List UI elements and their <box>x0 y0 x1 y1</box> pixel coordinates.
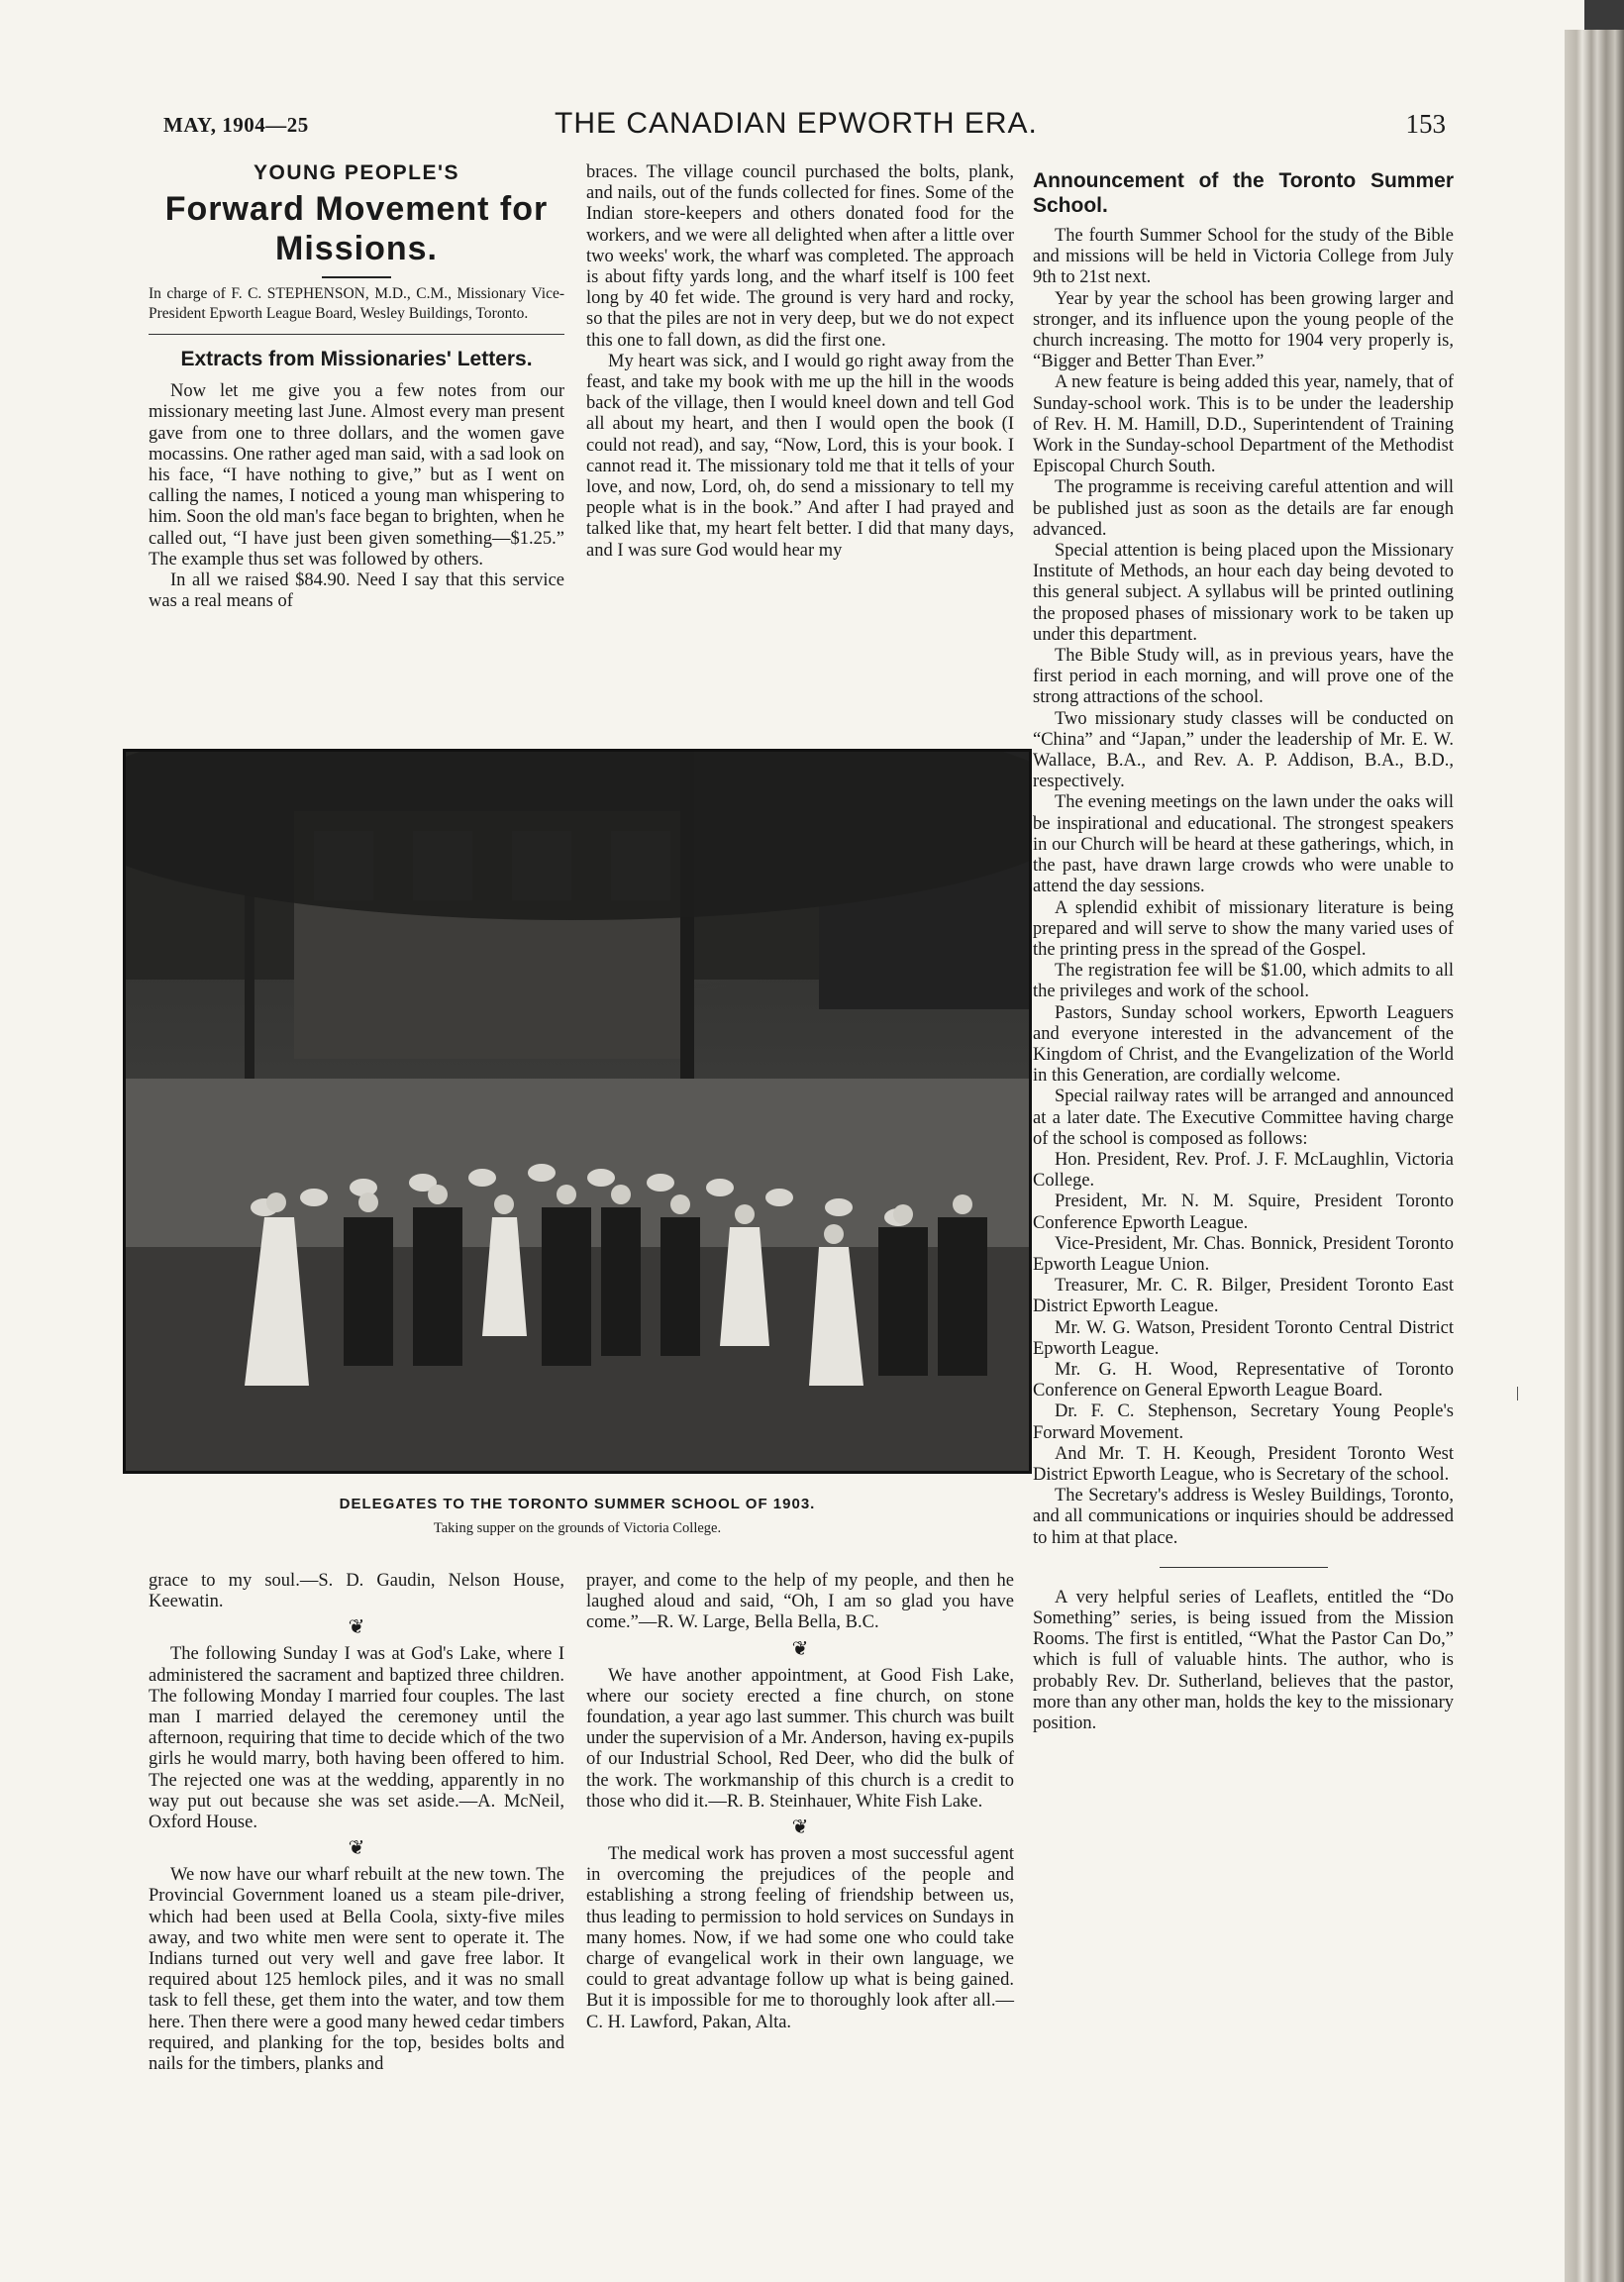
ornament-icon: ❦ <box>791 1816 809 1839</box>
paragraph: Hon. President, Rev. Prof. J. F. McLaughlin, Victoria College. <box>1033 1149 1454 1192</box>
issue-date: MAY, 1904—25 <box>163 113 309 137</box>
left-column-bottom <box>149 1571 564 2075</box>
middle-column-bottom <box>586 1571 1014 2033</box>
paragraph: Mr. G. H. Wood, Representative of Toronto Conference on General Epworth League Board. <box>1033 1359 1454 1401</box>
leaflets-paragraph: A very helpful series of Leaflets, entitled the “Do Something” series, is being issued from the Mission Rooms. The first is entitled, “What the Pastor Can Do,” which is full of valuable hints. The author, who is probably Rev. Dr. Sutherland, believes that the pastor, more than any other man, holds the key to the missionary position. <box>1033 1587 1454 1734</box>
paragraph: Special railway rates will be arranged and announced at a later date. The Executive Committee having charge of the school is composed as follows: <box>1033 1087 1454 1149</box>
paragraph: braces. The village council purchased the bolts, plank, and nails, out of the funds collected for fines. Some of the Indian store-keepers and others donated food for the workers, and we were all delighted when after a little over two weeks' work, the wharf was completed. The approach is about fifty yards long, and the wharf itself is 100 feet long by 40 fet wide. The ground is very hard and rocky, so that the piles are not in very deep, but we do not expect this one to fall down, as did the first one. <box>586 162 1014 351</box>
book-page-edges <box>1565 30 1624 2282</box>
paragraph: The fourth Summer School for the study of the Bible and missions will be held in Victoria College from July 9th to 21st next. <box>1033 226 1454 288</box>
paragraph: Mr. W. G. Watson, President Toronto Central District Epworth League. <box>1033 1317 1454 1359</box>
paragraph: The registration fee will be $1.00, which admits to all the privileges and work of the school. <box>1033 961 1454 1002</box>
section-title: Forward Movement for Missions. <box>164 190 549 268</box>
paragraph: And Mr. T. H. Keough, President Toronto West District Epworth League, who is Secretary of the school. <box>1033 1443 1454 1485</box>
photo-caption: DELEGATES TO THE TORONTO SUMMER SCHOOL OF 1903. <box>339 1496 816 1512</box>
section-rule <box>149 334 564 335</box>
paragraph: We have another appointment, at Good Fish Lake, where our society erected a fine church, on stone foundation, a year ago last summer. This church was built under the supervision of a Mr. Anderson, having ex-pupils of our Industrial School, Red Deer, who did the bulk of the work. The workmanship of this church is a credit to those who did it.—R. B. Steinhauer, White Fish Lake. <box>586 1665 1014 1812</box>
paragraph: The programme is receiving careful attention and will be published just as soon as the details are far enough advanced. <box>1033 477 1454 540</box>
paragraph: Two missionary study classes will be conducted on “China” and “Japan,” under the leadership of Mr. E. W. Wallace, B.A., and Rev. A. P. Addison, B.A., B.D., respectively. <box>1033 708 1454 792</box>
photo-subcaption: Taking supper on the grounds of Victoria College. <box>433 1520 722 1536</box>
paragraph: Now let me give you a few notes from our missionary meeting last June. Almost every man present gave from one to three dollars, and the women gave mocassins. One rather aged man said, with a sad look on his face, “I have nothing to give,” but as I went on calling the names, I noticed a young man whispering to him. Soon the old man's face began to brighten, when he called out, “I have just been given something—$1.25.” The example thus set was followed by others. <box>149 381 564 570</box>
paragraph: My heart was sick, and I would go right away from the feast, and take my book with me up the hill in the woods back of the village, then I would kneel down and tell God all about my heart, and then I would open the book (I could not read), and say, “Now, Lord, this is your book. I cannot read it. The missionary told me that it tells of your love, and now, Lord, oh, do send a missionary to tell my people what is in the book.” And after I had prayed and talked like that, my heart felt better. I did that many days, and I was sure God would hear my <box>586 351 1014 561</box>
section-rule <box>1160 1567 1328 1568</box>
paragraph: President, Mr. N. M. Squire, President Toronto Conference Epworth League. <box>1033 1192 1454 1233</box>
paragraph: Special attention is being placed upon the Missionary Institute of Methods, an hour each day being devoted to this general subject. A syllabus will be printed outlining the proposed phases of missionary work to be taken up under this department. <box>1033 541 1454 645</box>
extracts-title: Extracts from Missionaries' Letters. <box>180 348 533 371</box>
right-column <box>1033 168 1454 1734</box>
title-rule <box>322 276 391 278</box>
section-kicker: YOUNG PEOPLE'S <box>253 161 460 184</box>
paragraph: Year by year the school has been growing larger and stronger, and its influence upon the young people of the church increasing. The motto for 1904 very properly is, “Bigger and Better Than Ever.” <box>1033 288 1454 372</box>
paragraph: The following Sunday I was at God's Lake, where I administered the sacrament and baptized three children. The following Monday I married four couples. The last man I married delayed the ceremoney until the afternoon, requiring that time to decide which of the two girls he would marry, both having been offered to him. The rejected one was at the wedding, apparently in no way put out because she was set aside.—A. McNeil, Oxford House. <box>149 1644 564 1833</box>
paragraph: Treasurer, Mr. C. R. Bilger, President Toronto East District Epworth League. <box>1033 1276 1454 1317</box>
paragraph: prayer, and come to the help of my people, and then he laughed aloud and said, “Oh, I am so glad you have come.”—R. W. Large, Bella Bella, B.C. <box>586 1571 1014 1633</box>
ornament-icon: ❦ <box>348 1616 365 1639</box>
publication-title: THE CANADIAN EPWORTH ERA. <box>555 107 1038 140</box>
left-column-top <box>149 162 564 612</box>
paragraph: A splendid exhibit of missionary literature is being prepared and will serve to show the many varied uses of the printing press in the spread of the Gospel. <box>1033 897 1454 960</box>
paragraph: The Bible Study will, as in previous years, have the first period in each morning, and will prove one of the strong attractions of the school. <box>1033 646 1454 708</box>
photo-illustration <box>126 752 1029 1471</box>
paragraph: We now have our wharf rebuilt at the new town. The Provincial Government loaned us a steam pile-driver, which had been used at Bella Coola, sixty-five miles away, and two white men were sent to operate it. The Indians turned out very well and gave free labor. It required about 125 hemlock piles, and it was no small task to fell these, get them into the water, and tow them here. Then there were a good many hewed cedar timbers required, and planking for the top, besides bolts and nails for the timbers, planks and <box>149 1865 564 2075</box>
paragraph: The Secretary's address is Wesley Buildings, Toronto, and all communications or inquiries should be addressed to him at that place. <box>1033 1486 1454 1548</box>
delegates-photo <box>123 749 1032 1474</box>
paragraph: A new feature is being added this year, namely, that of Sunday-school work. This is to be under the leadership of Rev. H. M. Hamill, D.D., Superintendent of Training Work in the Sunday-school Department of the Methodist Episcopal Church South. <box>1033 372 1454 477</box>
ornament-icon: ❦ <box>348 1837 365 1860</box>
paragraph: The evening meetings on the lawn under the oaks will be inspirational and educational. The strongest speakers in our Church will be heard at these gatherings, which, in the past, have drawn large crowds who were unable to attend the day sessions. <box>1033 792 1454 897</box>
paragraph: Dr. F. C. Stephenson, Secretary Young People's Forward Movement. <box>1033 1401 1454 1443</box>
running-header <box>163 107 1446 151</box>
page-number: 153 <box>1405 109 1446 139</box>
ornament-icon: ❦ <box>791 1637 809 1660</box>
announcement-title: Announcement of the Toronto Summer School. <box>1033 169 1454 217</box>
middle-column-top <box>586 162 1014 562</box>
paragraph: Vice-President, Mr. Chas. Bonnick, President Toronto Epworth League Union. <box>1033 1233 1454 1275</box>
paragraph: In all we raised $84.90. Need I say that this service was a real means of <box>149 570 564 612</box>
scan-mark <box>1517 1387 1518 1400</box>
charge-credit: In charge of F. C. STEPHENSON, M.D., C.M., Missionary Vice-President Epworth League Board, Wesley Buildings, Toronto. <box>149 285 564 323</box>
paragraph: Pastors, Sunday school workers, Epworth Leaguers and everyone interested in the advancement of the Kingdom of Christ, and the Evangelization of the World in this Generation, are cordially welcome. <box>1033 1002 1454 1087</box>
paragraph: The medical work has proven a most successful agent in overcoming the prejudices of the people and establishing a strong feeling of friendship between us, thus leading to permission to hold services on Sundays in many homes. Now, if we had some one who could take charge of evangelical work in their own language, we could to great advantage follow up what is being gained. But it is impossible for me to thoroughly look after all.—C. H. Lawford, Pakan, Alta. <box>586 1844 1014 2032</box>
paragraph: grace to my soul.—S. D. Gaudin, Nelson House, Keewatin. <box>149 1571 564 1612</box>
